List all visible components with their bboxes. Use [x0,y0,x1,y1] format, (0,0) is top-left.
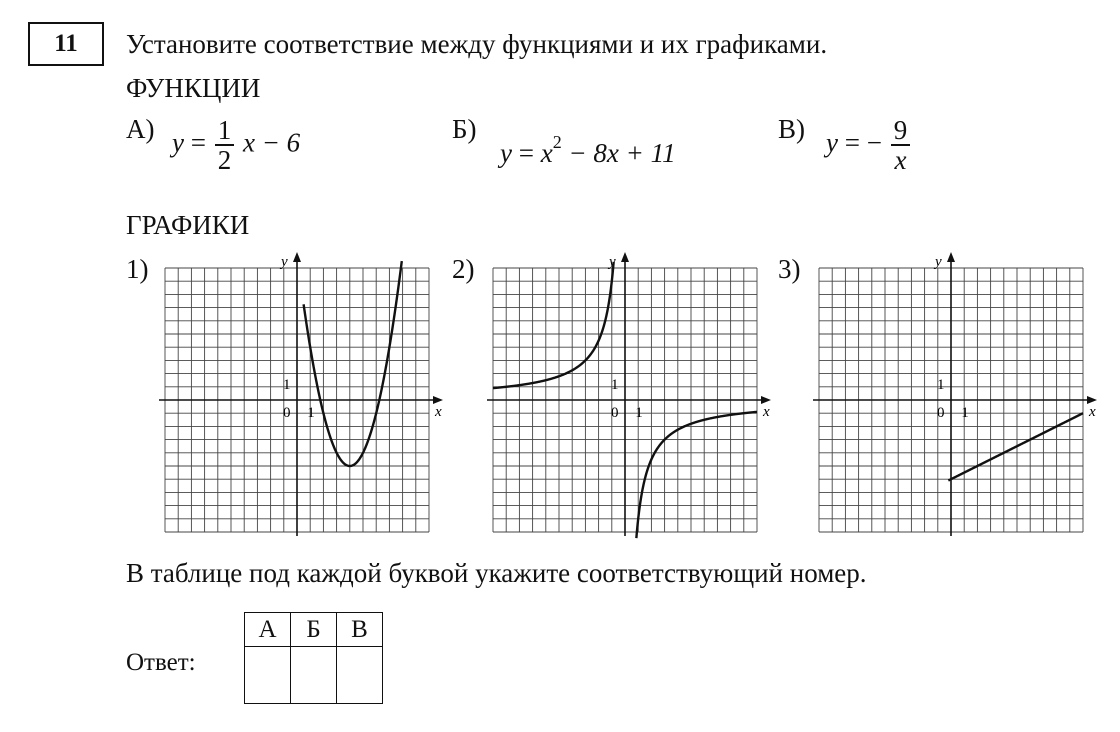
graph-3 [814,250,1104,540]
graph-3-line [948,413,1083,480]
function-v-fraction [891,116,911,175]
graph-2-label: 2) [452,254,475,284]
y-axis-label: y [935,254,942,270]
x-unit-label: 1 [961,405,969,421]
graph-3-label: 3) [778,254,801,284]
graph-1 [160,250,450,540]
graphs-heading: ГРАФИКИ [126,210,250,240]
function-b-power: 2 [552,132,562,152]
function-b-term1: x [540,138,553,168]
functions-heading: ФУНКЦИИ [126,73,261,103]
function-a-fraction [215,116,235,175]
x-unit-label: 1 [635,405,643,421]
origin-label: 0 [283,405,291,421]
y-axis-arrow [621,252,629,262]
instruction-text: В таблице под каждой буквой укажите соответствующий номер. [126,558,867,588]
function-v-denominator: x [894,145,907,176]
answer-header-v: В [337,613,383,647]
y-axis-arrow [293,252,301,262]
task-prompt: Установите соответствие между функциями и их графиками. [126,29,828,59]
function-a-numerator: 1 [215,116,235,146]
function-b-formula [500,132,676,169]
graph-1-label: 1) [126,254,149,284]
x-axis-label: x [1089,404,1096,420]
answer-cell-v[interactable] [337,647,383,704]
x-axis-label: x [435,404,442,420]
answer-cell-b[interactable] [291,647,337,704]
x-axis-label: x [763,404,770,420]
y-unit-label: 1 [611,376,619,393]
answer-header-a: А [245,613,291,647]
answer-label: Ответ: [126,649,196,676]
x-axis-arrow [761,396,771,404]
x-axis-arrow [433,396,443,404]
function-v-lhs: y [826,127,838,158]
function-a-letter: А) [126,114,155,144]
origin-label: 0 [937,405,945,421]
function-v-letter: В) [778,114,805,144]
graph-1-curve [304,261,402,466]
y-unit-label: 1 [937,376,945,393]
function-b-eq: = [518,138,534,168]
function-a-formula [172,116,300,175]
answer-cell-a[interactable] [245,647,291,704]
function-b-lhs: y [500,138,512,168]
function-a-eq: = [190,127,206,158]
y-unit-label: 1 [283,376,291,393]
origin-label: 0 [611,405,619,421]
answer-table [244,612,383,704]
function-b-letter: Б) [452,114,477,144]
function-a-denominator: 2 [217,145,232,176]
function-a-lhs: y [172,127,184,158]
x-unit-label: 1 [307,405,315,421]
y-axis-label: y [609,254,616,270]
function-a-rest: x − 6 [242,127,301,158]
function-v-eq: = − [844,127,882,158]
function-v-formula [826,116,912,175]
function-b-rest: − 8x + 11 [568,138,676,168]
answer-header-b: Б [291,613,337,647]
task-number: 11 [28,22,104,66]
y-axis-arrow [947,252,955,262]
function-v-numerator: 9 [891,116,911,146]
x-axis-arrow [1087,396,1097,404]
y-axis-label: y [281,254,288,270]
graph-2 [488,250,778,540]
